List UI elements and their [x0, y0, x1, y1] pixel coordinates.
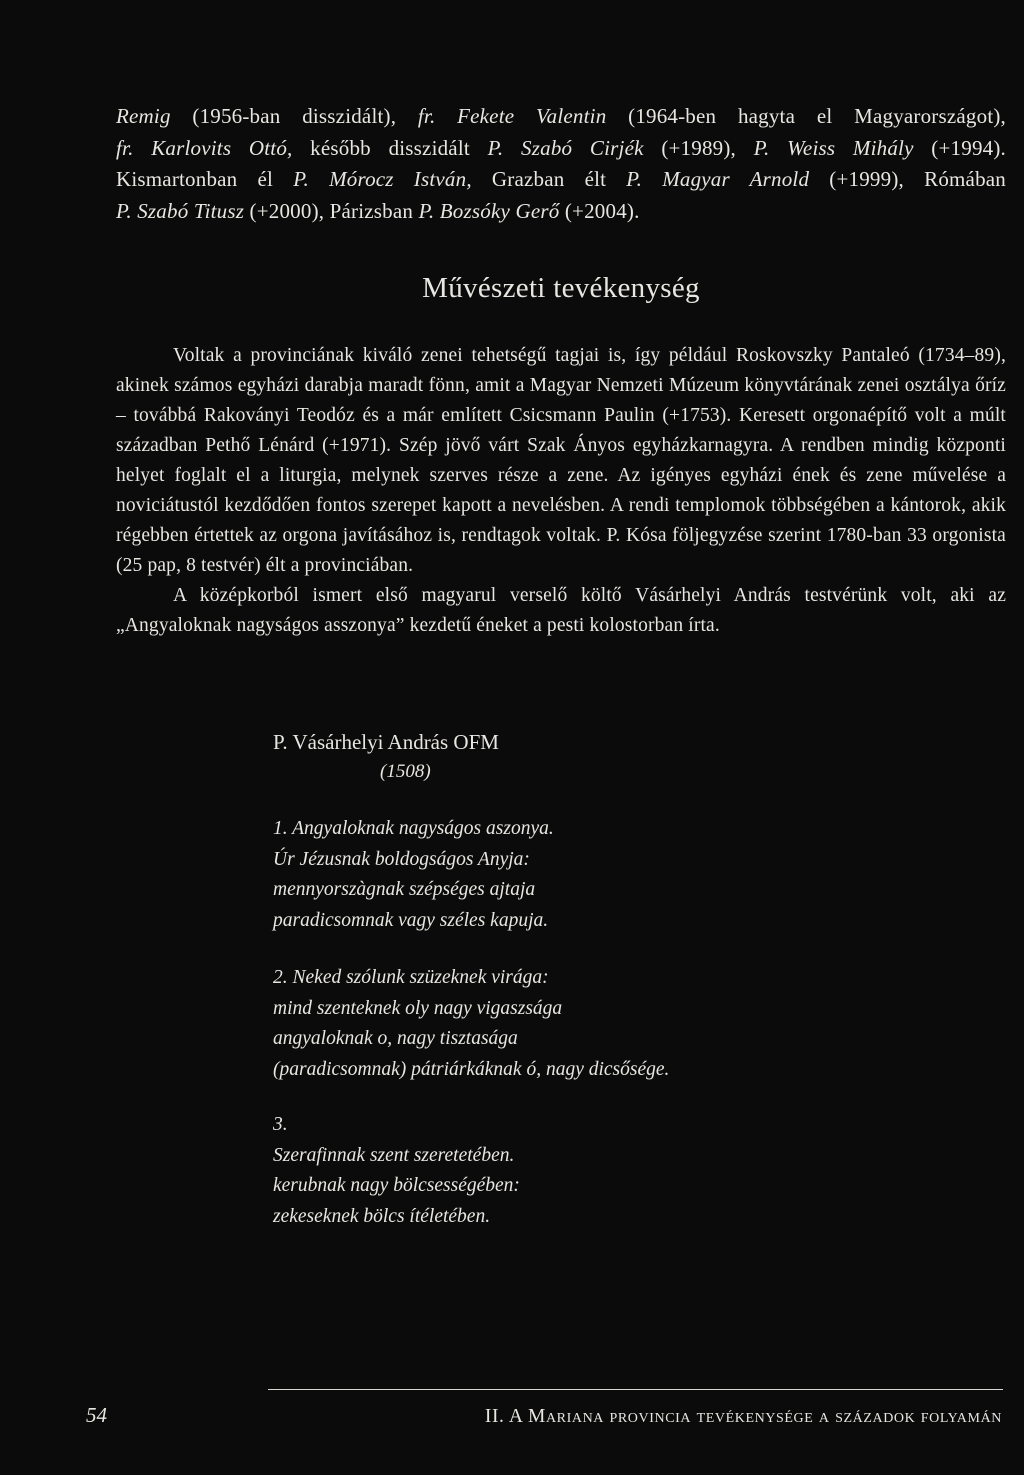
poem-stanza [273, 963, 669, 1085]
poem-line: mennyorszàgnak szépséges ajtaja [273, 879, 536, 900]
intro-line [116, 133, 1006, 165]
body-paragraph: Voltak a provinciának kiváló zenei tehetségű tagjai is, így például Roskovszky Pantaleó (1734–89), akinek számos egyházi darabja maradt fönn, amit a Magyar Nemzeti Múzeum könyvtárának zenei osztálya őríz – továbbá Rakoványi Teodóz és a már említett Csicsmann Paulin (+1753). Keresett orgonaépítő volt a múlt században Pethő Lénárd (+1971). Szép jövő várt Szak Ányos egyházkarnagyra. A rendben mindig központi helyet foglalt el a liturgia, melynek szerves része a zene. Az igényes egyházi ének és zene művelése a noviciátustól kezdődően fontos szerepet kapott a nevelésben. A rendi templomok többségében a kántorok, akik régebben értettek az orgona javításához is, rendtagok voltak. P. Kósa följegyzése szerint 1780-ban 33 orgonista (25 pap, 8 testvér) élt a provinciában. [116, 345, 1006, 576]
section-heading: Művészeti tevékenység [422, 272, 700, 304]
text-run: Grazban élt [471, 167, 627, 191]
poem-line: paradicsomnak vagy széles kapuja. [273, 909, 549, 931]
text-run: (+1989), [643, 135, 754, 160]
poem-line: 3. [273, 1114, 288, 1135]
text-run: (1956-ban disszidált), [170, 104, 418, 128]
italic-name: P. Mórocz István, [293, 167, 472, 191]
poem-line: 2. Neked szólunk szüzeknek virága: [273, 967, 549, 988]
page-number: 54 [86, 1403, 107, 1427]
italic-name: P. Szabó Cirjék [487, 135, 644, 160]
footer-rule [268, 1389, 1003, 1390]
running-head: II. A Mariana provincia tevékenysége a századok folyamán [484, 1406, 1002, 1427]
text-run: Kismartonban él [116, 167, 294, 191]
text-run: (+1994). [913, 135, 1006, 160]
italic-name: P. Bozsóky Gerő [418, 198, 560, 223]
poem-line: mind szenteknek oly nagy vigaszsága [273, 997, 563, 1019]
intro-line [116, 196, 1006, 228]
italic-name: P. Szabó Titusz [116, 198, 245, 223]
italic-name: Remig [116, 104, 171, 128]
poem-line: angyaloknak o, nagy tisztasága [273, 1028, 518, 1049]
italic-name: fr. Karlovits Ottó, [116, 135, 293, 160]
text-run: (+1999), Rómában [809, 167, 1006, 191]
poem-line: zekeseknek bölcs ítéletében. [273, 1205, 491, 1227]
poem-title: P. Vásárhelyi András OFM [273, 730, 499, 754]
poem-stanza [273, 814, 554, 936]
poem-line: 1. Angyaloknak nagyságos aszonya. [273, 818, 554, 839]
poem-line: Szerafinnak szent szeretetében. [273, 1144, 515, 1166]
poem-line: Úr Jézusnak boldogságos Anyja: [273, 848, 530, 870]
poem-line: kerubnak nagy bölcsességében: [273, 1175, 520, 1196]
body-paragraph: A középkorból ismert első magyarul verselő költő Vásárhelyi András testvérünk volt, aki az „Angyaloknak nagyságos asszonya” kezdetű éneket a pesti kolostorban írta. [116, 585, 1006, 636]
text-run: később disszidált [292, 135, 488, 160]
text-run: (+2000), Párizsban [244, 198, 419, 223]
italic-name: P. Magyar Arnold [626, 167, 810, 191]
italic-name: P. Weiss Mihály [753, 135, 914, 160]
intro-paragraph [116, 101, 1006, 227]
italic-name: fr. Fekete Valentin [417, 104, 607, 128]
poem-stanza [273, 1110, 520, 1232]
intro-line [116, 164, 1006, 196]
poem-line: (paradicsomnak) pátriárkáknak ó, nagy dicsősége. [273, 1058, 670, 1080]
poem-date: (1508) [380, 761, 431, 782]
intro-line [116, 101, 1006, 133]
text-run: (+2004). [559, 198, 640, 223]
section-body [116, 341, 1006, 641]
text-run: (1964-ben hagyta el Magyarországot), [606, 104, 1006, 128]
